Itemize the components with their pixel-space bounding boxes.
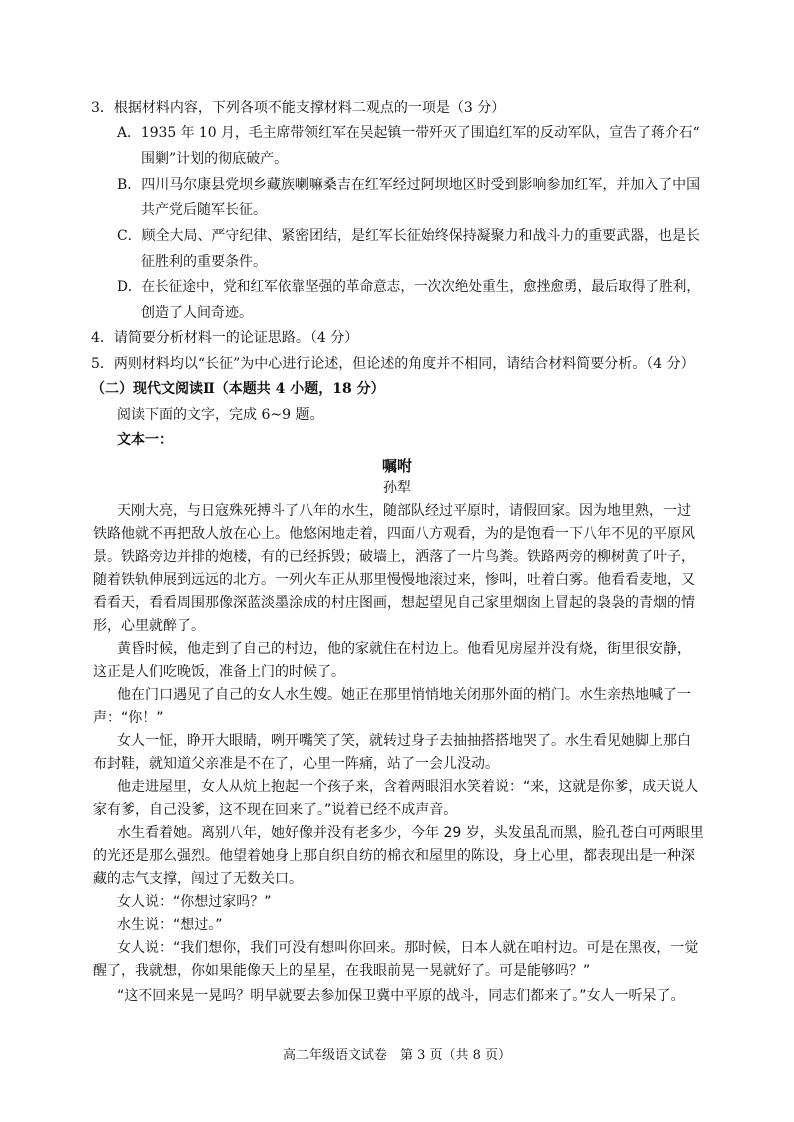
story-line: 这正是人们吃晚饭，准备上门的时候了。 xyxy=(93,664,345,680)
story-line: 家有爹，自己没爹，这不现在回来了。”说着已经不成声音。 xyxy=(93,802,458,818)
story-line: 水生说：“想过。” xyxy=(117,917,223,933)
question-4: 4．请简要分析材料一的论证思路。（4 分） xyxy=(91,330,359,346)
story-line: 他在门口遇见了自己的女人水生嫂。她正在那里悄悄地关闭那外面的梢门。水生亲热地喊了一 xyxy=(117,687,691,703)
story-line: 随着铁轨伸展到远远的北方。一列火车正从那里慢慢地滚过来，惨叫，吐着白雾。他看看麦地，又 xyxy=(93,572,695,588)
story-line: 女人一怔，睁开大眼睛，咧开嘴笑了笑，就转过身子去抽抽搭搭地哭了。水生看见她脚上那白 xyxy=(117,733,691,749)
story-line: 天刚大亮，与日寇殊死搏斗了八年的水生，随部队经过平原时，请假回家。因为地里熟，一过 xyxy=(117,503,691,519)
question-5: 5．两则材料均以“长征”为中心进行论述，但论述的角度并不相同，请结合材料简要分析。（4 分） xyxy=(91,356,695,372)
question-3-stem: 3．根据材料内容，下列各项不能支撑材料二观点的一项是（3 分） xyxy=(91,100,506,116)
option-c-line-2: 征胜利的重要条件。 xyxy=(141,254,267,270)
option-d-line-2: 创造了人间奇迹。 xyxy=(141,305,253,321)
option-d-line-1: D．在长征途中，党和红军依靠坚强的革命意志，一次次绝处重生，愈挫愈勇，最后取得了胜利， xyxy=(117,279,701,295)
story-line: 的光还是那么强烈。他望着她身上那自织自纺的棉衣和屋里的陈设，身上心里，都表现出是一种深 xyxy=(93,848,695,864)
page-footer: 高二年级语文试卷 第 3 页（共 8 页） xyxy=(282,1048,512,1063)
story-line: 藏的志气支撑，闯过了无数关口。 xyxy=(93,871,303,887)
story-author: 孙犁 xyxy=(383,480,411,496)
story-line: 铁路他就不再把敌人放在心上。他悠闲地走着，四面八方观看，为的是饱看一下八年不见的平原风 xyxy=(93,526,695,542)
story-line: 水生看着她。离别八年，她好像并没有老多少，今年 29 岁，头发虽乱而黑，脸孔苍白可两眼里 xyxy=(117,825,704,841)
story-line: 看看天，看看周围那像深蓝淡墨涂成的村庄图画，想起望见自己家里烟囱上冒起的袅袅的青烟的情 xyxy=(93,595,695,611)
story-line: 黄昏时候，他走到了自己的村边，他的家就住在村边上。他看见房屋并没有烧，街里很安静， xyxy=(117,641,691,657)
option-b-line-1: B．四川马尔康县党坝乡藏族喇嘛桑吉在红军经过阿坝地区时受到影响参加红军，并加入了中国 xyxy=(117,177,701,193)
option-a-line-2: 围剿”计划的彻底破产。 xyxy=(141,151,289,167)
option-b-line-2: 共产党后随军长征。 xyxy=(141,202,267,218)
story-line: 形，心里就醉了。 xyxy=(93,618,205,634)
story-line: 女人说：“你想过家吗？” xyxy=(117,894,272,910)
section-heading: （二）现代文阅读Ⅱ（本题共 4 小题，18 分） xyxy=(91,381,385,397)
option-c-line-1: C．顾全大局、严守纪律、紧密团结，是红军长征始终保持凝聚力和战斗力的重要武器，也是长 xyxy=(117,228,700,244)
story-line: “这不回来晃一晃吗？明早就要去参加保卫冀中平原的战斗，同志们都来了。”女人一听呆了。 xyxy=(117,988,685,1004)
story-title: 嘱咐 xyxy=(381,457,412,475)
story-line: 布封鞋，就知道父亲准是不在了，心里一阵痛，站了一会儿没动。 xyxy=(93,756,499,772)
story-line: 女人说：“我们想你，我们可没有想叫你回来。那时候，日本人就在咱村边。可是在黑夜，一觉 xyxy=(117,940,699,956)
story-line: 声：“你！” xyxy=(93,710,164,726)
text-one-label: 文本一： xyxy=(117,432,173,448)
story-line: 景。铁路旁边并排的炮楼，有的已经拆毁；破墙上，洒落了一片鸟粪。铁路两旁的柳树黄了叶子， xyxy=(93,549,695,565)
story-line: 他走进屋里，女人从炕上抱起一个孩子来，含着两眼泪水笑着说：“来，这就是你爹，成天说人 xyxy=(117,779,699,795)
section-instruction: 阅读下面的文字，完成 6~9 题。 xyxy=(117,407,324,423)
option-a-line-1: A．1935 年 10 月，毛主席带领红军在吴起镇一带歼灭了围追红军的反动军队，宣告了蒋介石“ xyxy=(117,125,700,141)
story-line: 醒了，我就想，你如果能像天上的星星，在我眼前晃一晃就好了。可是能够吗？” xyxy=(93,963,591,979)
